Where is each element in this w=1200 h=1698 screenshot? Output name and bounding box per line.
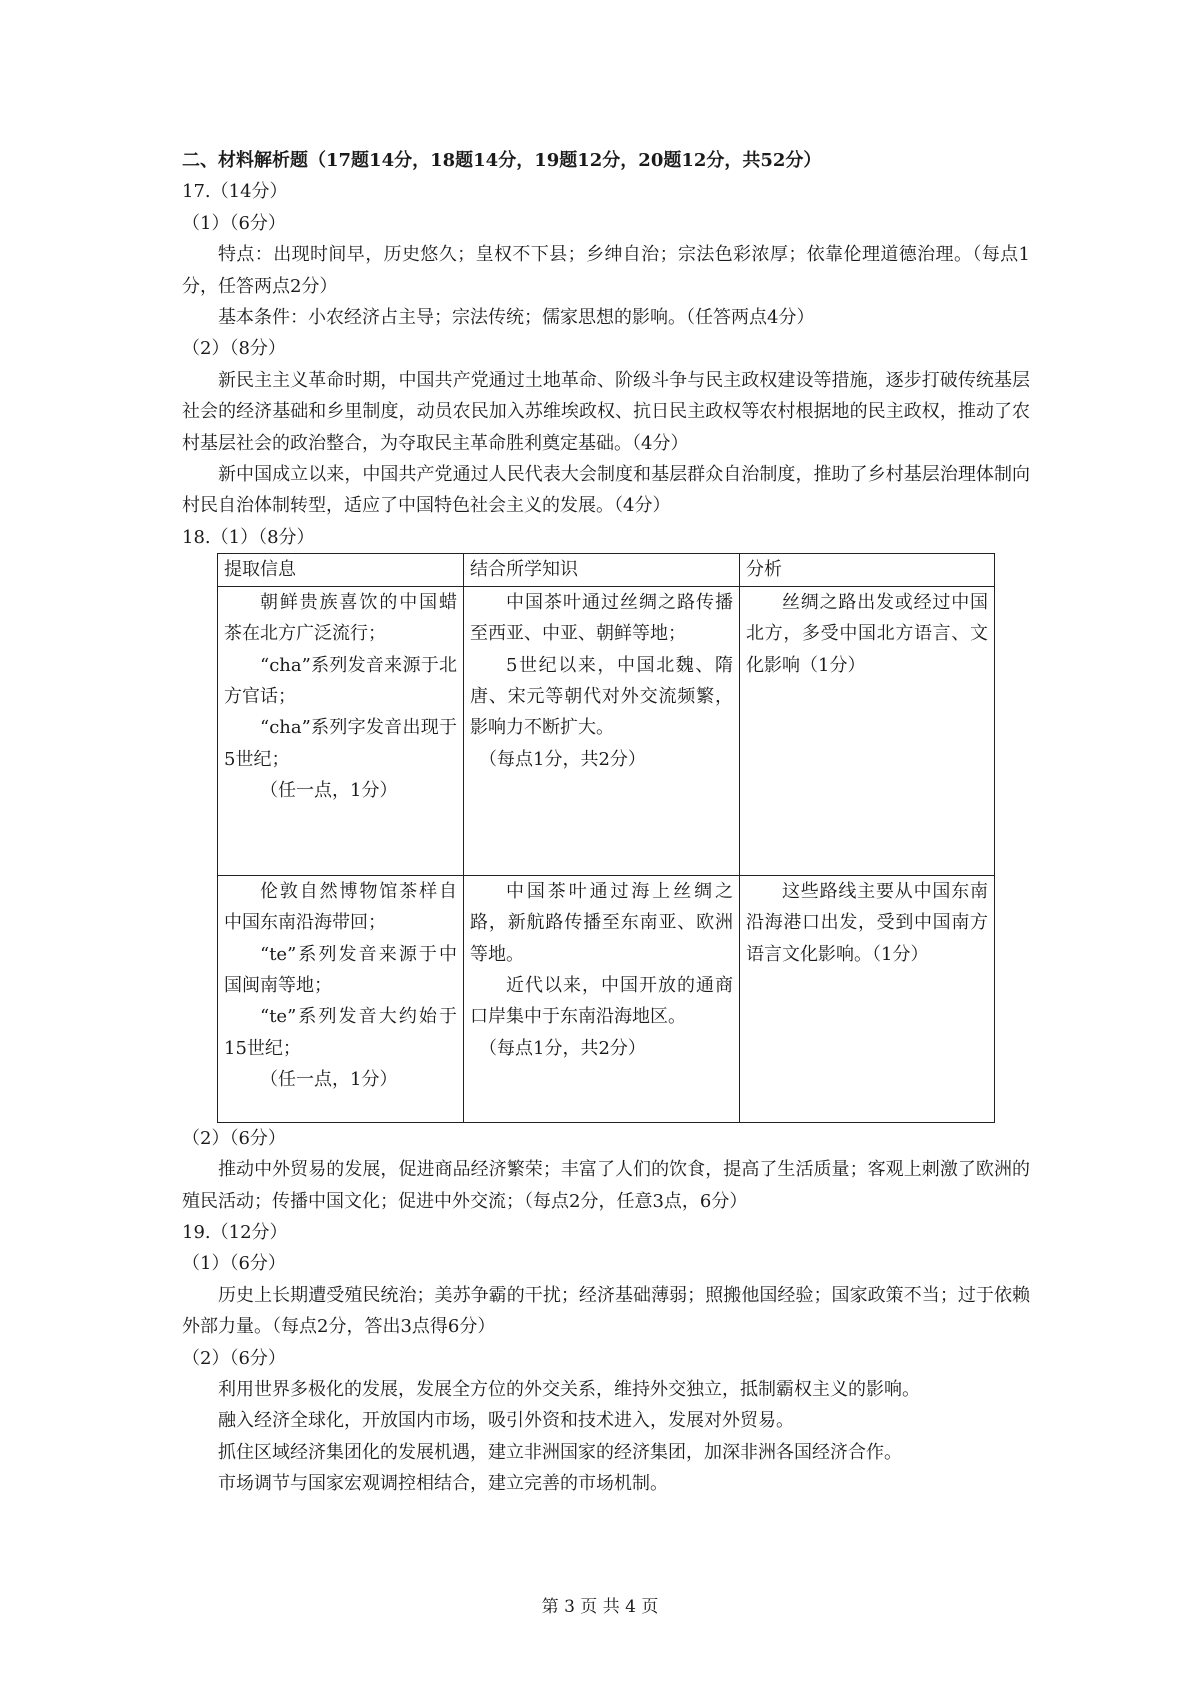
cell-text: 5世纪以来，中国北魏、隋唐、宋元等朝代对外交流频繁，影响力不断扩大。 [470, 654, 733, 739]
q17-part1-conditions: 基本条件：小农经济占主导；宗法传统；儒家思想的影响。（任答两点4分） [218, 307, 815, 329]
q18-part2-header: （2）（6分） [182, 1127, 286, 1149]
table-cell-analysis [740, 586, 995, 875]
q17-part1-header: （1）（6分） [182, 212, 286, 234]
table-header-row [218, 554, 995, 586]
cell-text: “cha”系列发音来源于北方官话； [224, 654, 457, 707]
table-cell-knowledge [464, 875, 740, 1122]
q17-part1-features: 特点：出现时间早，历史悠久；皇权不下县；乡绅自治；宗法色彩浓厚；依靠伦理道德治理。（每点1分，任答两点2分） [182, 244, 1030, 297]
q17-part2-paragraph-1: 新民主主义革命时期，中国共产党通过土地革命、阶级斗争与民主政权建设等措施，逐步打破传统基层社会的经济基础和乡里制度，动员农民加入苏维埃政权、抗日民主政权等农村根据地的民主政权，推动了农村基层社会的政治整合，为夺取民主革命胜利奠定基础。（4分） [182, 369, 1030, 454]
table-cell-analysis [740, 875, 995, 1122]
document-body [182, 145, 1030, 1500]
cell-text: “cha”系列字发音出现于5世纪； [224, 717, 457, 770]
table-row [218, 586, 995, 875]
table-cell-knowledge [464, 586, 740, 875]
q19-part2-item: 利用世界多极化的发展，发展全方位的外交关系，维持外交独立，抵制霸权主义的影响。 [218, 1378, 920, 1400]
cell-text: “te”系列发音来源于中国闽南等地； [224, 943, 457, 996]
q18-header: 18.（1）（8分） [182, 526, 315, 548]
cell-text: 伦敦自然博物馆茶样自中国东南沿海带回； [224, 880, 457, 934]
page-footer: 第 3 页 共 4 页 [541, 1597, 659, 1617]
q17-part2-header: （2）（8分） [182, 338, 286, 360]
cell-score-note: （每点1分，共2分） [479, 1037, 646, 1059]
q19-part1-paragraph: 历史上长期遭受殖民统治；美苏争霸的干扰；经济基础薄弱；照搬他国经验；国家政策不当；过于依赖外部力量。（每点2分，答出3点得6分） [182, 1284, 1030, 1338]
q19-part2-item: 抓住区域经济集团化的发展机遇，建立非洲国家的经济集团，加深非洲各国经济合作。 [218, 1441, 902, 1463]
q19-header: 19.（12分） [182, 1221, 288, 1243]
q19-part2-item: 融入经济全球化，开放国内市场，吸引外资和技术进入，发展对外贸易。 [218, 1410, 794, 1432]
cell-score-note: （任一点，1分） [260, 780, 398, 802]
q18-part2-paragraph: 推动中外贸易的发展，促进商品经济繁荣；丰富了人们的饮食，提高了生活质量；客观上刺激了欧洲的殖民活动；传播中国文化；促进中外交流；（每点2分，任意3点，6分） [182, 1159, 1030, 1212]
table-header-cell: 结合所学知识 [464, 554, 740, 586]
cell-text: 朝鲜贵族喜饮的中国蜡茶在北方广泛流行； [224, 591, 457, 645]
cell-score-note: （每点1分，共2分） [479, 748, 646, 770]
q17-header: 17.（14分） [182, 181, 288, 203]
table-cell-info [218, 875, 464, 1122]
q17-part2-paragraph-2: 新中国成立以来，中国共产党通过人民代表大会制度和基层群众自治制度，推助了乡村基层治理体制向村民自治体制转型，适应了中国特色社会主义的发展。（4分） [182, 464, 1030, 517]
cell-score-note: （任一点，1分） [260, 1069, 398, 1091]
cell-text: 中国茶叶通过海上丝绸之路，新航路传播至东南亚、欧洲等地。 [470, 880, 733, 965]
cell-text: 这些路线主要从中国东南沿海港口出发，受到中国南方语言文化影响。（1分） [746, 880, 988, 965]
cell-text: 中国茶叶通过丝绸之路传播至西亚、中亚、朝鲜等地； [470, 591, 733, 645]
table-header-cell: 提取信息 [218, 554, 464, 586]
section-title: 二、材料解析题（17题14分，18题14分，19题12分，20题12分，共52分） [182, 150, 822, 171]
cell-text: 丝绸之路出发或经过中国北方，多受中国北方语言、文化影响（1分） [746, 591, 988, 676]
q19-part1-header: （1）（6分） [182, 1253, 286, 1275]
cell-text: “te”系列发音大约始于15世纪； [224, 1006, 457, 1059]
table-cell-info [218, 586, 464, 875]
q19-part2-header: （2）（6分） [182, 1347, 286, 1369]
cell-text: 近代以来，中国开放的通商口岸集中于东南沿海地区。 [470, 974, 733, 1028]
table-row [218, 875, 995, 1122]
q18-answer-table [217, 553, 995, 1122]
q19-part2-item: 市场调节与国家宏观调控相结合，建立完善的市场机制。 [218, 1473, 668, 1495]
table-header-cell: 分析 [740, 554, 995, 586]
